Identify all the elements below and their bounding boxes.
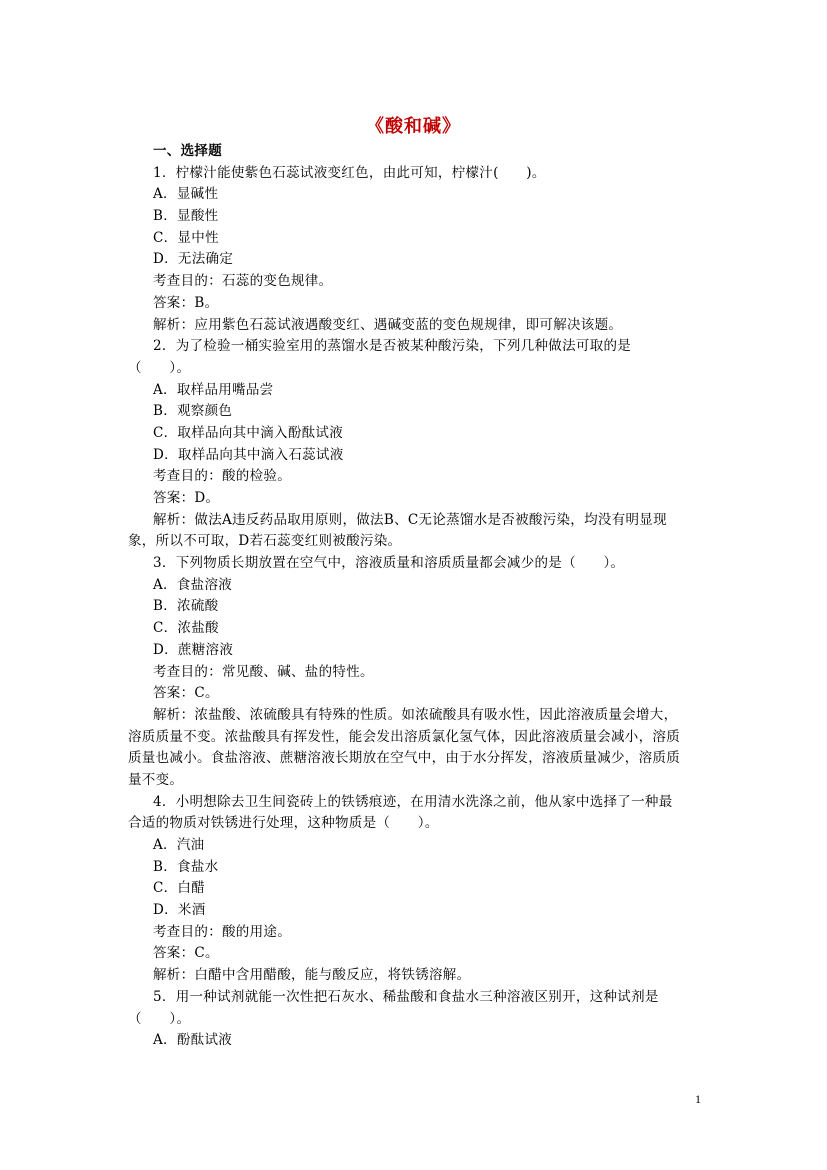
text-line: 合适的物质对铁锈进行处理，这种物质是（ ）。 (128, 815, 439, 832)
text-line: 2．为了检验一桶实验室用的蒸馏水是否被某种酸污染，下列几种做法可取的是 (153, 338, 632, 355)
text-line: A．取样品用嘴品尝 (153, 381, 274, 398)
text-line: B．显酸性 (153, 208, 219, 225)
text-line: C．取样品向其中滴入酚酞试液 (153, 424, 344, 441)
text-line: C．显中性 (153, 229, 219, 246)
text-line: C．浓盐酸 (153, 620, 219, 637)
text-line: 量不变。 (128, 771, 184, 788)
text-line: 解析：浓盐酸、浓硫酸具有特殊的性质。如浓硫酸具有吸水性，因此溶液质量会增大， (153, 706, 678, 723)
text-line: B．浓硫酸 (153, 598, 219, 615)
text-line: 考查目的：常见酸、碱、盐的特性。 (153, 663, 374, 680)
text-line: 解析：应用紫色石蕊试液遇酸变红、遇碱变蓝的变色规规律，即可解决该题。 (153, 316, 623, 333)
text-line: A．显碱性 (153, 186, 219, 203)
text-line: 象，所以不可取，D若石蕊变红则被酸污染。 (128, 533, 402, 550)
text-line: A．食盐溶液 (153, 576, 233, 593)
text-line: 答案：C。 (153, 945, 219, 962)
text-line: （ ）。 (128, 1010, 191, 1027)
text-line: 3．下列物质长期放置在空气中，溶液质量和溶质质量都会减少的是（ ）。 (153, 555, 625, 572)
text-line: 考查目的：酸的用途。 (153, 923, 291, 940)
text-line: 答案：B。 (153, 294, 219, 311)
text-line: 5．用一种试剂就能一次性把石灰水、稀盐酸和食盐水三种溶液区别开，这种试剂是 (153, 988, 659, 1005)
text-line: D．蔗糖溶液 (153, 641, 234, 658)
text-line: A．酚酞试液 (153, 1032, 233, 1049)
text-line: 质量也减小。食盐溶液、蔗糖溶液长期放在空气中，由于水分挥发，溶液质量减少，溶质质 (128, 750, 680, 767)
text-line: 解析：白醋中含用醋酸，能与酸反应，将铁锈溶解。 (153, 967, 471, 984)
text-line: C．白醋 (153, 880, 206, 897)
text-line: 解析：做法A违反药品取用原则，做法B、C无论蒸馏水是否被酸污染，均没有明显现 (153, 511, 667, 528)
text-line: 1．柠檬汁能使紫色石蕊试液变红色，由此可知，柠檬汁( )。 (153, 164, 546, 181)
section-heading: 一、选择题 (153, 143, 222, 159)
document-title: 《酸和碱》 (366, 116, 461, 137)
text-line: 答案：C。 (153, 685, 219, 702)
text-line: 溶质质量不变。浓盐酸具有挥发性，能会发出溶质氯化氢气体，因此溶液质量会减小，溶质 (128, 728, 680, 745)
text-line: B．观察颜色 (153, 403, 233, 420)
text-line: 答案：D。 (153, 490, 220, 506)
text-line: 考查目的：酸的检验。 (153, 468, 291, 485)
text-line: D．米酒 (153, 902, 206, 919)
question-lines (128, 163, 708, 1052)
text-line: （ ）。 (128, 359, 191, 376)
text-line: 考查目的：石蕊的变色规律。 (153, 273, 333, 290)
document-body (128, 141, 708, 1052)
text-line: 4．小明想除去卫生间瓷砖上的铁锈痕迹，在用清水洗涤之前，他从家中选择了一种最 (153, 793, 673, 810)
text-line: B．食盐水 (153, 858, 219, 875)
text-line: A．汽油 (153, 837, 205, 853)
text-line: D．取样品向其中滴入石蕊试液 (153, 446, 344, 463)
page-number: 1 (695, 1092, 701, 1106)
text-line: D．无法确定 (153, 251, 234, 268)
